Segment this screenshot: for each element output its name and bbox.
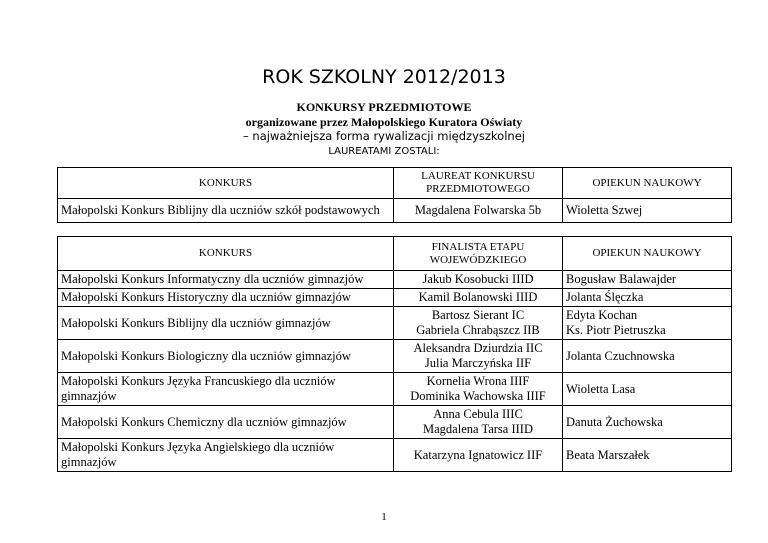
page-number: 1: [381, 511, 387, 523]
finalist-name: Katarzyna Ignatowicz IIF: [413, 447, 543, 462]
column-header-finalist: FINALISTA ETAPU WOJEWÓDZKIEGO: [394, 237, 563, 271]
table-row: [58, 406, 732, 439]
tutor-cell: Beata Marszałek: [563, 439, 732, 472]
table-row: [58, 289, 732, 307]
table-row: [58, 373, 732, 406]
table-row: [58, 439, 732, 472]
table-row: [58, 307, 732, 340]
table-header-row: [58, 168, 732, 199]
finalist-name: Anna Cebula IIIC: [433, 407, 523, 421]
finalist-cell: [394, 307, 563, 340]
competition-cell: Małopolski Konkurs Biblijny dla uczniów szkół podstawowych: [58, 199, 394, 223]
laureates-table: [57, 167, 732, 223]
finalist-name: Magdalena Tarsa IIID: [423, 422, 533, 436]
finalist-cell: [394, 406, 563, 439]
subtitle-competitions: KONKURSY PRZEDMIOTOWE: [296, 100, 472, 114]
subtitle-description: – najważniejsza forma rywalizacji międzyszkolnej: [243, 129, 525, 143]
finalist-cell: [394, 289, 563, 307]
table-row: [58, 340, 732, 373]
column-header-tutor: OPIEKUN NAUKOWY: [563, 237, 732, 271]
table-header-row: [58, 237, 732, 271]
column-header-laureate: LAUREAT KONKURSU PRZEDMIOTOWEGO: [394, 168, 563, 199]
column-header-tutor: OPIEKUN NAUKOWY: [563, 168, 732, 199]
tutor-cell: Danuta Żuchowska: [563, 406, 732, 439]
tutor-cell: Wioletta Szwej: [563, 199, 732, 223]
competition-cell: Małopolski Konkurs Historyczny dla uczniów gimnazjów: [58, 289, 394, 307]
tutor-cell: Edyta Kochan Ks. Piotr Pietruszka: [563, 307, 732, 340]
finalist-name: Aleksandra Dziurdzia IIC: [413, 341, 543, 355]
finalist-name: Kornelia Wrona IIIF: [426, 374, 530, 388]
competition-cell: Małopolski Konkurs Języka Francuskiego dla uczniów gimnazjów: [58, 373, 394, 406]
column-header-competition: KONKURS: [58, 168, 394, 199]
tutor-cell: Jolanta Ślęczka: [563, 289, 732, 307]
competition-cell: Małopolski Konkurs Biologiczny dla uczniów gimnazjów: [58, 340, 394, 373]
finalist-name: Julia Marczyńska IIF: [424, 356, 532, 370]
competition-cell: Małopolski Konkurs Języka Angielskiego dla uczniów gimnazjów: [58, 439, 394, 472]
finalist-cell: [394, 271, 563, 289]
competition-cell: Małopolski Konkurs Biblijny dla uczniów gimnazjów: [58, 307, 394, 340]
finalist-cell: [394, 439, 563, 472]
subtitle-organizer: organizowane przez Małopolskiego Kuratora Oświaty: [245, 115, 523, 129]
finalist-name: Jakub Kosobucki IIID: [422, 272, 534, 286]
page-title: ROK SZKOLNY 2012/2013: [262, 66, 506, 88]
finalists-body: [58, 271, 732, 472]
table-row: [58, 271, 732, 289]
column-header-competition: KONKURS: [58, 237, 394, 271]
table-row: [58, 199, 732, 223]
tutor-cell: Jolanta Czuchnowska: [563, 340, 732, 373]
finalist-name: Bartosz Sierant IC: [431, 308, 525, 322]
finalist-cell: [394, 340, 563, 373]
subtitle-laureates: LAUREATAMI ZOSTALI:: [328, 146, 440, 157]
finalist-cell: [394, 373, 563, 406]
tutor-cell: Wioletta Lasa: [563, 373, 732, 406]
finalist-name: Kamil Bolanowski IIID: [418, 290, 538, 304]
competition-cell: Małopolski Konkurs Chemiczny dla uczniów gimnazjów: [58, 406, 394, 439]
laureate-cell: Magdalena Folwarska 5b: [394, 199, 563, 223]
finalist-name: Dominika Wachowska IIIF: [410, 389, 546, 403]
finalist-name: Gabriela Chrabąszcz IIB: [416, 323, 540, 337]
finalists-table: [57, 236, 732, 472]
tutor-cell: Bogusław Balawajder: [563, 271, 732, 289]
competition-cell: Małopolski Konkurs Informatyczny dla uczniów gimnazjów: [58, 271, 394, 289]
